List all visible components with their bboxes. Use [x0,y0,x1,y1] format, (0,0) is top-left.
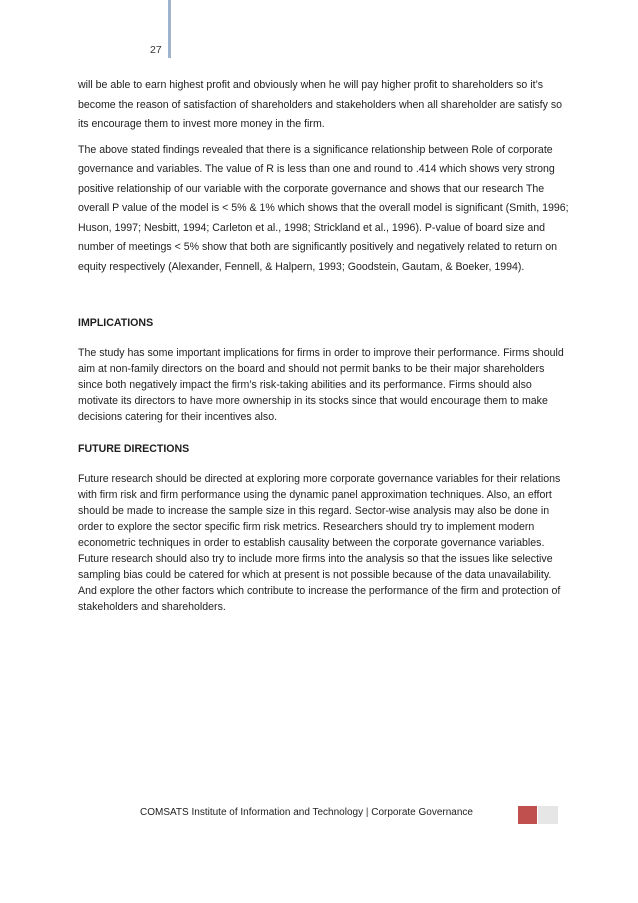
document-body [78,76,572,615]
footer-course: Corporate Governance [371,807,473,818]
footer-gray-box [538,806,558,824]
paragraph-future-directions: Future research should be directed at exploring more corporate governance variables for their relations with firm risk and firm performance using the dynamic panel approximation techniques. Also, an effort should be made to increase the sample size in this regard. Sector-wise analysis may also be done in order to explore the sector specific firm risk metrics. Researchers should try to implement modern econometric techniques in order to establish causality between the corporate governance variables. Future research should also try to include more firms into the analysis so that the issues like selective sampling bias could be catered for which at present is not possible because of the data unavailability. And explore the other factors which contribute to increase the performance of the firm and protection of stakeholders and shareholders. [78,473,561,613]
footer [140,807,473,818]
footer-institution: COMSATS Institute of Information and Technology [140,807,364,818]
paragraph-implications: The study has some important implications for firms in order to improve their performance. Firms should aim at non-family directors on the board and should not permit banks to be their major shareholders since both negatively impact the firm’s risk-taking abilities and its performance. Firms should also motivate its directors to have more ownership in its stocks since that would encourage them to make decisions catering for their incentives also. [78,347,564,423]
paragraph-conclusion-cont: will be able to earn highest profit and obviously when he will pay higher profit to shareholders so it’s become the reason of satisfaction of shareholders and stakeholders when all shareholder are satisfy so its encourage them to invest more money in the firm. [78,79,563,130]
heading-future-directions: FUTURE DIRECTIONS [78,443,190,455]
page-number: 27 [150,44,162,56]
footer-separator: | [365,807,369,818]
header-rule [168,0,171,58]
paragraph-findings: The above stated findings revealed that there is a significance relationship between Role of corporate governance and variables. The value of R is less than one and round to .414 which shows very strong positive relationship of our variable with the corporate governance and shows that our research The overall P value of the model is < 5% & 1% which shows that the overall model is significant (Smith, 1996; Huson, 1997; Nesbitt, 1994; Carleton et al., 1998; Strickland et al., 1996). P-value of board size and number of meetings < 5% show that both are significantly positively and negatively related to return on equity respectively (Alexander, Fennell, & Halpern, 1993; Goodstein, Gautam, & Boeker, 1994). [78,143,569,273]
heading-implications: IMPLICATIONS [78,317,154,329]
footer-accent-box [518,806,537,824]
